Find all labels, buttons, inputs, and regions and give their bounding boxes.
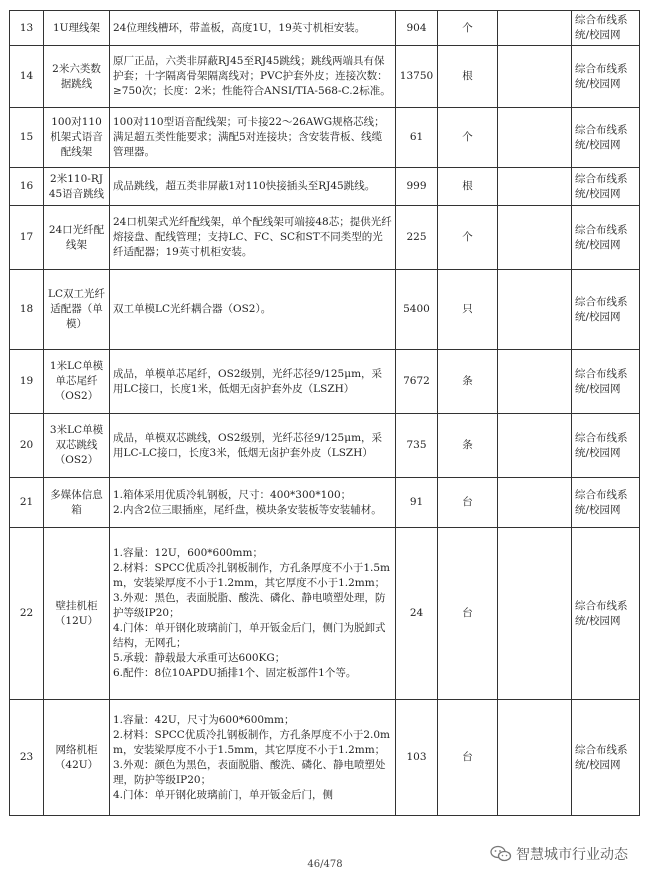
item-system: 综合布线系统/校园网 [572, 206, 640, 270]
description-line: 3.外观：黑色，表面脱脂、酸洗、磷化、静电喷塑处理，防护等级IP20； [113, 592, 386, 619]
row-number: 14 [10, 46, 44, 108]
description-line: 24位理线槽环，带盖板，高度1U，19英寸机柜安装。 [113, 21, 366, 34]
item-unit: 台 [438, 700, 498, 816]
item-name: 网络机柜（42U） [44, 700, 110, 816]
item-unit: 根 [438, 46, 498, 108]
spec-table [9, 10, 640, 816]
description-line: 1.箱体采用优质冷轧钢板，尺寸：400*300*100； [113, 488, 352, 501]
item-quantity: 999 [396, 168, 438, 206]
row-number: 21 [10, 478, 44, 528]
row-number: 19 [10, 350, 44, 414]
description-line: 24口机架式光纤配线架，单个配线架可端接48芯；提供光纤熔接盘、配线管理；支持LC、FC、SC和ST不同类型的光纤适配器；19英寸机柜安装。 [113, 216, 392, 258]
blank-cell [498, 46, 572, 108]
description-line: 1.容量：12U，600*600mm； [113, 547, 263, 559]
item-system: 综合布线系统/校园网 [572, 478, 640, 528]
row-number: 13 [10, 11, 44, 46]
item-description [110, 108, 396, 168]
item-system: 综合布线系统/校园网 [572, 528, 640, 700]
blank-cell [498, 528, 572, 700]
item-quantity: 5400 [396, 270, 438, 350]
table-row [10, 414, 640, 478]
blank-cell [498, 168, 572, 206]
description-line: 4.门体：单开钢化玻璃前门，单开钣金后门，侧 [113, 788, 334, 801]
table-row [10, 478, 640, 528]
blank-cell [498, 206, 572, 270]
item-unit: 个 [438, 108, 498, 168]
item-description [110, 528, 396, 700]
description-line: 5.承载：静载最大承重可达600KG； [113, 652, 286, 664]
item-name: 2米六类数据跳线 [44, 46, 110, 108]
item-quantity: 13750 [396, 46, 438, 108]
item-unit: 条 [438, 414, 498, 478]
table-body [10, 11, 640, 816]
item-name: 3米LC单模双芯跳线（OS2） [44, 414, 110, 478]
description-line: 成品，单模双芯跳线，OS2级别，光纤芯径9/125μm，采用LC-LC接口，长度3米，低烟无卤护套外皮（LSZH） [113, 431, 383, 459]
description-line: 2.材料：SPCC优质冷扎钢板制作，方孔条厚度不小于2.0mm，安装梁厚度不小于1.5mm，其它厚度不小于1.2mm； [113, 728, 390, 756]
item-unit: 条 [438, 350, 498, 414]
item-quantity: 103 [396, 700, 438, 816]
row-number: 16 [10, 168, 44, 206]
item-unit: 个 [438, 206, 498, 270]
item-name: 100对110机架式语音配线架 [44, 108, 110, 168]
description-line: 3.外观：颜色为黑色，表面脱脂、酸洗、磷化、静电喷塑处理，防护等级IP20； [113, 758, 386, 786]
item-name: 多媒体信息箱 [44, 478, 110, 528]
description-line: 2.材料：SPCC优质冷扎钢板制作，方孔条厚度不小于1.5mm，安装梁厚度不小于1.2mm，其它厚度不小于1.2mm； [113, 562, 390, 589]
item-quantity: 7672 [396, 350, 438, 414]
row-number: 20 [10, 414, 44, 478]
item-description [110, 270, 396, 350]
item-description [110, 206, 396, 270]
item-name: 2米110-RJ45语音跳线 [44, 168, 110, 206]
table-row [10, 11, 640, 46]
blank-cell [498, 270, 572, 350]
item-name: 24口光纤配线架 [44, 206, 110, 270]
item-description [110, 700, 396, 816]
table-row [10, 168, 640, 206]
page-number: 46/478 [307, 859, 343, 870]
row-number: 23 [10, 700, 44, 816]
blank-cell [498, 350, 572, 414]
blank-cell [498, 11, 572, 46]
item-unit: 台 [438, 478, 498, 528]
description-line: 2.内含2位三眼插座，尾纤盘，模块条安装板等安装辅材。 [113, 503, 382, 516]
row-number: 22 [10, 528, 44, 700]
item-unit: 只 [438, 270, 498, 350]
item-name: 1U理线架 [44, 11, 110, 46]
item-description [110, 414, 396, 478]
watermark-text: 智慧城市行业动态 [516, 847, 628, 863]
description-line: 成品，单模单芯尾纤，OS2级别，光纤芯径9/125μm，采用LC接口，长度1米，低烟无卤护套外皮（LSZH） [113, 367, 383, 395]
table-row [10, 108, 640, 168]
item-quantity: 735 [396, 414, 438, 478]
item-system: 综合布线系统/校园网 [572, 168, 640, 206]
blank-cell [498, 108, 572, 168]
item-description [110, 168, 396, 206]
item-unit: 个 [438, 11, 498, 46]
description-line: 1.容量：42U，尺寸为600*600mm； [113, 713, 295, 726]
item-name: 1米LC单模单芯尾纤（OS2） [44, 350, 110, 414]
table-row [10, 528, 640, 700]
table-row [10, 46, 640, 108]
table-row [10, 270, 640, 350]
item-name: LC双工光纤适配器（单模） [44, 270, 110, 350]
item-description [110, 11, 396, 46]
wechat-icon [490, 845, 512, 863]
item-name: 壁挂机柜（12U） [44, 528, 110, 700]
item-system: 综合布线系统/校园网 [572, 11, 640, 46]
row-number: 15 [10, 108, 44, 168]
blank-cell [498, 700, 572, 816]
item-description [110, 478, 396, 528]
blank-cell [498, 478, 572, 528]
description-line: 100对110型语音配线架；可卡接22～26AWG规格芯线；满足超五类性能要求；满配5对连接块；含安装背板、线缆管理器。 [113, 116, 385, 158]
item-system: 综合布线系统/校园网 [572, 108, 640, 168]
table-row [10, 206, 640, 270]
item-system: 综合布线系统/校园网 [572, 270, 640, 350]
blank-cell [498, 414, 572, 478]
description-line: 6.配件：8位10APDU插排1个、固定板部件1个等。 [113, 667, 357, 679]
row-number: 18 [10, 270, 44, 350]
item-quantity: 24 [396, 528, 438, 700]
item-system: 综合布线系统/校园网 [572, 350, 640, 414]
item-quantity: 91 [396, 478, 438, 528]
item-system: 综合布线系统/校园网 [572, 414, 640, 478]
item-description [110, 350, 396, 414]
description-line: 成品跳线，超五类非屏蔽1对110快接插头至RJ45跳线。 [113, 180, 376, 192]
table-row [10, 700, 640, 816]
table-row [10, 350, 640, 414]
description-line: 原厂正品，六类非屏蔽RJ45至RJ45跳线；跳线两端具有保护套；十字隔离骨架隔离线对；PVC护套外皮；连接次数：≥750次；长度：2米；性能符合ANSI/TIA-568-C.2标准。 [113, 55, 391, 97]
item-system: 综合布线系统/校园网 [572, 700, 640, 816]
item-quantity: 904 [396, 11, 438, 46]
watermark [486, 842, 632, 866]
item-quantity: 61 [396, 108, 438, 168]
item-system: 综合布线系统/校园网 [572, 46, 640, 108]
item-quantity: 225 [396, 206, 438, 270]
description-line: 4.门体：单开钢化玻璃前门，单开钣金后门，侧门为脱卸式结构，无网孔； [113, 622, 386, 649]
item-description [110, 46, 396, 108]
row-number: 17 [10, 206, 44, 270]
description-line: 双工单模LC光纤耦合器（OS2）。 [113, 303, 272, 315]
item-unit: 根 [438, 168, 498, 206]
item-unit: 台 [438, 528, 498, 700]
